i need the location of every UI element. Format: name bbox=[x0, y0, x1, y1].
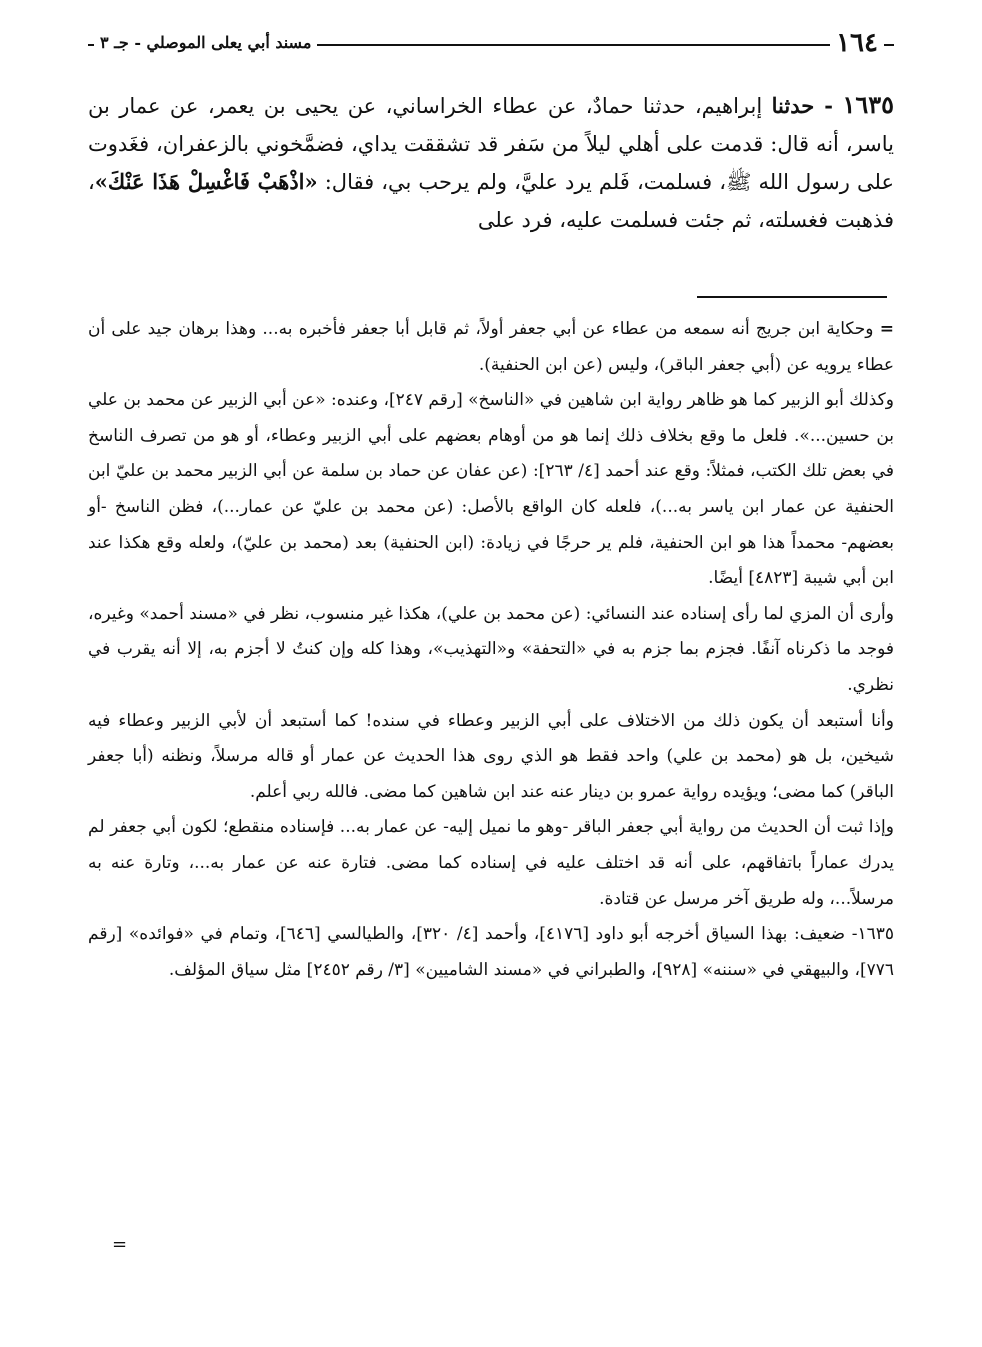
note-paragraph: وإذا ثبت أن الحديث من رواية أبي جعفر الباقر -وهو ما نميل إليه- عن عمار به... فإسناده منقطع؛ لكون أبي جعفر لم يدرك عماراً باتفاقهم، على أنه قد اختلف عليه في إسناده كما مضى. فتارة عنه عن عمار به...، وتارة عنه به مرسلاً...، وله طريق آخر مرسل عن قتادة. bbox=[88, 817, 894, 909]
grading-label: ضعيف: bbox=[794, 924, 846, 945]
continuation-end-mark: = bbox=[112, 1234, 128, 1255]
hadith-number: ١٦٣٥ bbox=[842, 90, 894, 119]
hadith-tail: ، فذهبت فغسلته، ثم جئت فسلمت عليه، فرد على bbox=[88, 170, 894, 232]
note-paragraph: وأرى أن المزي لما رأى إسناده عند النسائي: (عن محمد بن علي)، هكذا غير منسوب، نظر في «مسند أحمد» وغيره، فوجد ما ذكرناه آنفًا. فجزم بما جزم به في «التحفة» و«التهذيب»، وهذا كله وإن كنتُ لا أجزم به، إلا أنه يقرب في نظري. bbox=[88, 603, 894, 695]
takhrij-number: ١٦٣٥- bbox=[851, 924, 894, 945]
takhrij-paragraph bbox=[88, 917, 894, 988]
hadith-paragraph: ١٦٣٥ - حدثنا إبراهيم، حدثنا حمادٌ، عن عطاء الخراساني، عن يحيى بن يعمر، عن عمار بن ياسر، أنه قال: قدمت على أهلي ليلاً من سَفر قد تشققت يداي، فضمَّخوني بالزعفران، فغَدوت على رسول الله ﷺ، فسلمت، فَلم يرد عليَّ، ولم يرحب بي، فقال: «اذْهَبْ فَاغْسِلْ هَذَا عَنْكَ»، فذهبت فغسلته، ثم جئت فسلمت عليه، فرد على bbox=[88, 90, 894, 232]
hadith-text bbox=[88, 86, 894, 239]
note-paragraph: وكذلك أبو الزبير كما هو ظاهر رواية ابن شاهين في «الناسخ» [رقم ٢٤٧]، وعنده: «عن أبي الزبير عن محمد بن علي بن حسين...». فلعل ما وقع بخلاف ذلك إنما هو من أوهام بعضهم على أبي الزبير وعطاء، أو هو من تصرف الناسخ في بعض تلك الكتب، فمثلاً: وقع عند أحمد [٤/ ٢٦٣]: (عن عفان عن حماد بن سلمة عن أبي الزبير محمد بن عليّ ابن الحنفية عن عمار ابن ياسر به...)، فلعله كان الواقع بالأصل: (عن محمد بن عليّ عن عمار...)، فظن الناسخ -أو بعضهم- محمداً هذا هو ابن الحنفية، فلم ير حرجًا في زيادة: (ابن الحنفية) بعد (محمد بن عليّ)، ولعله وقع هكذا عند ابن أبي شيبة [٤٨٢٣] أيضًا. bbox=[88, 390, 894, 589]
footnotes bbox=[88, 312, 894, 988]
running-title: مسند أبي يعلى الموصلي - جـ ٣ bbox=[94, 30, 317, 56]
takhrij-text: بهذا السياق أخرجه أبو داود [٤١٧٦]، وأحمد [٤/ ٣٢٠]، والطيالسي [٦٤٦]، وتمام في «فوائده» [رقم ٧٧٦]، والبيهقي في «سننه» [٩٢٨]، والطبراني في «مسند الشاميين» [٣/ رقم ٢٤٥٢] مثل سياق المؤلف. bbox=[88, 924, 894, 980]
footnote-separator bbox=[697, 296, 887, 298]
prophetic-quote: «اذْهَبْ فَاغْسِلْ هَذَا عَنْكَ» bbox=[94, 169, 318, 194]
note-paragraph: وأنا أستبعد أن يكون ذلك من الاختلاف على أبي الزبير وعطاء في سنده! كما أستبعد أن لأبي الزبير وعطاء فيه شيخين، بل هو (محمد بن علي) واحد فقط هو الذي روى هذا الحديث عن عمار أو قاله مرسلاً، ونظنه (أبا جعفر الباقر) كما مضى؛ ويؤيده رواية عمرو بن دينار عنه عند ابن شاهين كما مضى. فالله ربي أعلم. bbox=[88, 710, 894, 802]
note-paragraph: = وحكاية ابن جريج أنه سمعه من عطاء عن أبي جعفر أولاً، ثم قابل أبا جعفر فأخبره به... وهذا برهان جيد على أن عطاء يرويه عن (أبي جعفر الباقر)، وليس (عن ابن الحنفية). bbox=[88, 319, 894, 375]
page-number: ١٦٤ bbox=[830, 26, 884, 60]
isnad-lead: حدثنا bbox=[771, 93, 815, 118]
running-header bbox=[88, 24, 894, 64]
continuation-mark: = bbox=[879, 319, 894, 339]
hadith-body: إبراهيم، حدثنا حمادٌ، عن عطاء الخراساني، عن يحيى بن يعمر، عن عمار بن ياسر، أنه قال: قدمت على أهلي ليلاً من سَفر قد تشققت يداي، فضمَّخوني بالزعفران، فغَدوت على رسول الله ﷺ، فسلمت، فَلم يرد عليَّ، ولم يرحب بي، فقال: bbox=[88, 94, 894, 194]
